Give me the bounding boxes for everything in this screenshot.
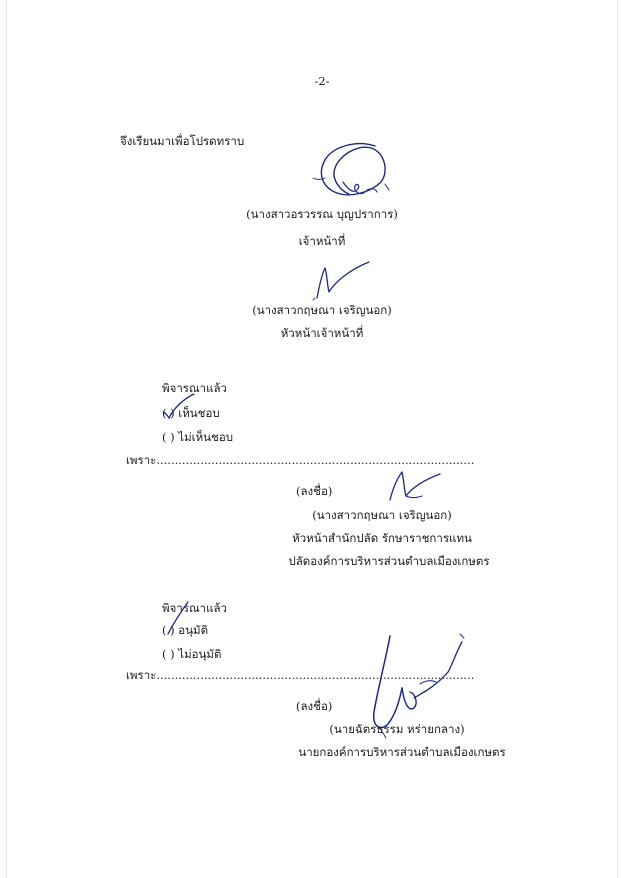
review-1-reason-line: เพราะ.......................................................................................: [126, 453, 475, 467]
scan-edge-left: [6, 0, 7, 878]
review-1-position-2: ปลัดองค์การบริหารส่วนตำบลเมืองเกษตร: [288, 554, 490, 568]
review-1-option-agree: ( ) เห็นชอบ: [162, 406, 220, 420]
signatory-1-name: (นางสาวอรวรรณ บุญปราการ): [246, 207, 398, 221]
review-2-reason-line: เพราะ.......................................................................................: [126, 668, 475, 682]
review-1-position-1: หัวหน้าสำนักปลัด รักษาราชการแทน: [292, 531, 472, 545]
review-2-option-disapprove: ( ) ไม่อนุมัติ: [162, 647, 222, 661]
review-2-sign-label: (ลงชื่อ): [296, 699, 333, 713]
review-1-heading: พิจารณาแล้ว: [162, 381, 227, 395]
signature-3: [384, 466, 444, 504]
signature-1: [305, 138, 395, 208]
signatory-2-position: หัวหน้าเจ้าหน้าที่: [280, 326, 364, 340]
review-2-position: นายกองค์การบริหารส่วนตำบลเมืองเกษตร: [298, 745, 506, 759]
review-1-sign-label: (ลงชื่อ): [296, 484, 333, 498]
review-2-heading: พิจารณาแล้ว: [162, 601, 227, 615]
signatory-1-position: เจ้าหน้าที่: [298, 234, 346, 248]
review-1-option-disagree: ( ) ไม่เห็นชอบ: [162, 430, 234, 444]
closing-line: จึงเรียนมาเพื่อโปรดทราบ: [120, 134, 245, 148]
review-1-check-mark: [160, 392, 196, 420]
signatory-2-name: (นางสาวกฤษณา เจริญนอก): [252, 303, 392, 317]
review-1-name: (นางสาวกฤษณา เจริญนอก): [312, 508, 452, 522]
page-number: -2-: [314, 74, 330, 88]
signature-2: [305, 258, 375, 304]
review-2-option-approve: ( ) อนุมัติ: [162, 623, 209, 637]
review-2-name: (นายฉัตรธรรม หร่ายกลาง): [329, 722, 465, 736]
review-2-check-mark: [162, 600, 192, 636]
scan-edge-right: [617, 0, 618, 878]
